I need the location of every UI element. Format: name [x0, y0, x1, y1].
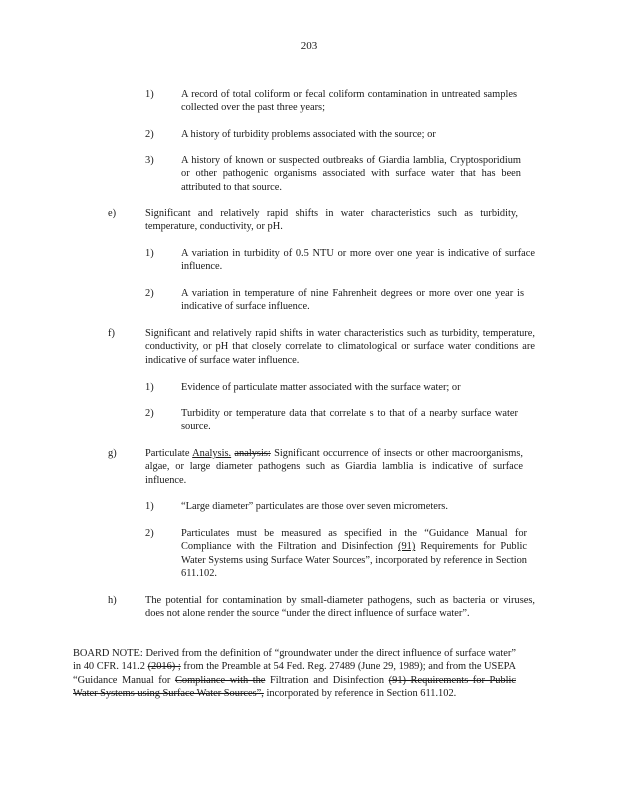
text-run: incorporated by reference in Section 611.102.	[263, 688, 457, 700]
list-marker: 2)	[145, 408, 154, 419]
subsection-text	[145, 447, 523, 487]
list-item-text: Turbidity or temperature data that correlate s to that of a nearby surface water source.	[181, 408, 518, 433]
text-run: BOARD NOTE: Derived from the definition of “groundwater under the direct influence of surface water” in 40 CFR. 141.2	[73, 648, 516, 673]
subsection-marker: g)	[108, 448, 117, 459]
deleted-text: (91) Requirements for Public Water Systems using Surface Water Sources”,	[73, 674, 517, 700]
list-marker: 1)	[145, 248, 154, 259]
subsection-text: The potential for contamination by small-diameter pathogens, such as bacteria or viruses, does not alone render the source “under the direct influence of surface water”.	[145, 595, 535, 620]
list-marker: 2)	[145, 129, 154, 140]
list-item-text: A variation in turbidity of 0.5 NTU or more over one year is indicative of surface influence.	[181, 248, 535, 273]
text-run: Significant occurrence of insects or other macroorganisms, algae, or large diameter pathogens such as Giardia lamblia is indicative of surface influence.	[145, 448, 524, 486]
list-marker: 2)	[145, 288, 154, 299]
text-run: Particulate	[145, 448, 193, 459]
subsection-text: Significant and relatively rapid shifts in water characteristics such as turbidity, temperature, conductivity, or pH.	[145, 208, 518, 233]
subsection-marker: h)	[108, 595, 117, 606]
list-item-text: A variation in temperature of nine Fahrenheit degrees or more over one year is indicative of surface influence.	[181, 288, 524, 313]
list-marker: 1)	[145, 501, 154, 512]
list-item-text: A history of turbidity problems associated with the source; or	[181, 129, 436, 140]
list-item-text: “Large diameter” particulates are those over seven micrometers.	[181, 501, 448, 512]
subsection-marker: e)	[108, 208, 117, 219]
list-marker: 3)	[145, 155, 154, 166]
deleted-text: Compliance with the	[174, 674, 266, 686]
subsection-marker: f)	[108, 328, 115, 339]
inserted-text: Analysis.	[192, 448, 232, 459]
inserted-text: (91)	[398, 541, 416, 553]
list-marker: 2)	[145, 528, 154, 539]
subsection-text: Significant and relatively rapid shifts in water characteristics such as turbidity, temperature, conductivity, or pH that closely correlate to climatological or surface water conditions are indicative of surface water influence.	[145, 328, 535, 366]
list-item-text: A history of known or suspected outbreaks of Giardia lamblia, Cryptosporidium or other pathogenic organisms associated with surface water that has been attributed to that source.	[181, 155, 521, 193]
page-number: 203	[300, 40, 318, 52]
deleted-text: (2016) ;	[147, 661, 181, 673]
list-item-text: Evidence of particulate matter associated with the surface water; or	[181, 382, 461, 393]
text-run: Requirements for Public Water Systems using Surface Water Sources”, incorporated by reference in Section 611.102.	[181, 541, 527, 580]
list-item-text: A record of total coliform or fecal coliform contamination in untreated samples collected over the past three years;	[181, 89, 517, 114]
deleted-text: analysis:	[234, 448, 271, 459]
list-marker: 1)	[145, 382, 154, 393]
text-run: Particulates must be measured as specified in the “Guidance Manual for Compliance with the Filtration and Disinfection	[181, 528, 527, 553]
list-marker: 1)	[145, 89, 154, 100]
text-run: Filtration and Disinfection	[265, 674, 389, 686]
board-note	[73, 647, 516, 701]
text-run: from the Preamble at 54 Fed. Reg. 27489 (June 29, 1989); and from the USEPA “Guidance Manual for	[73, 661, 517, 686]
list-item-text	[181, 527, 527, 581]
